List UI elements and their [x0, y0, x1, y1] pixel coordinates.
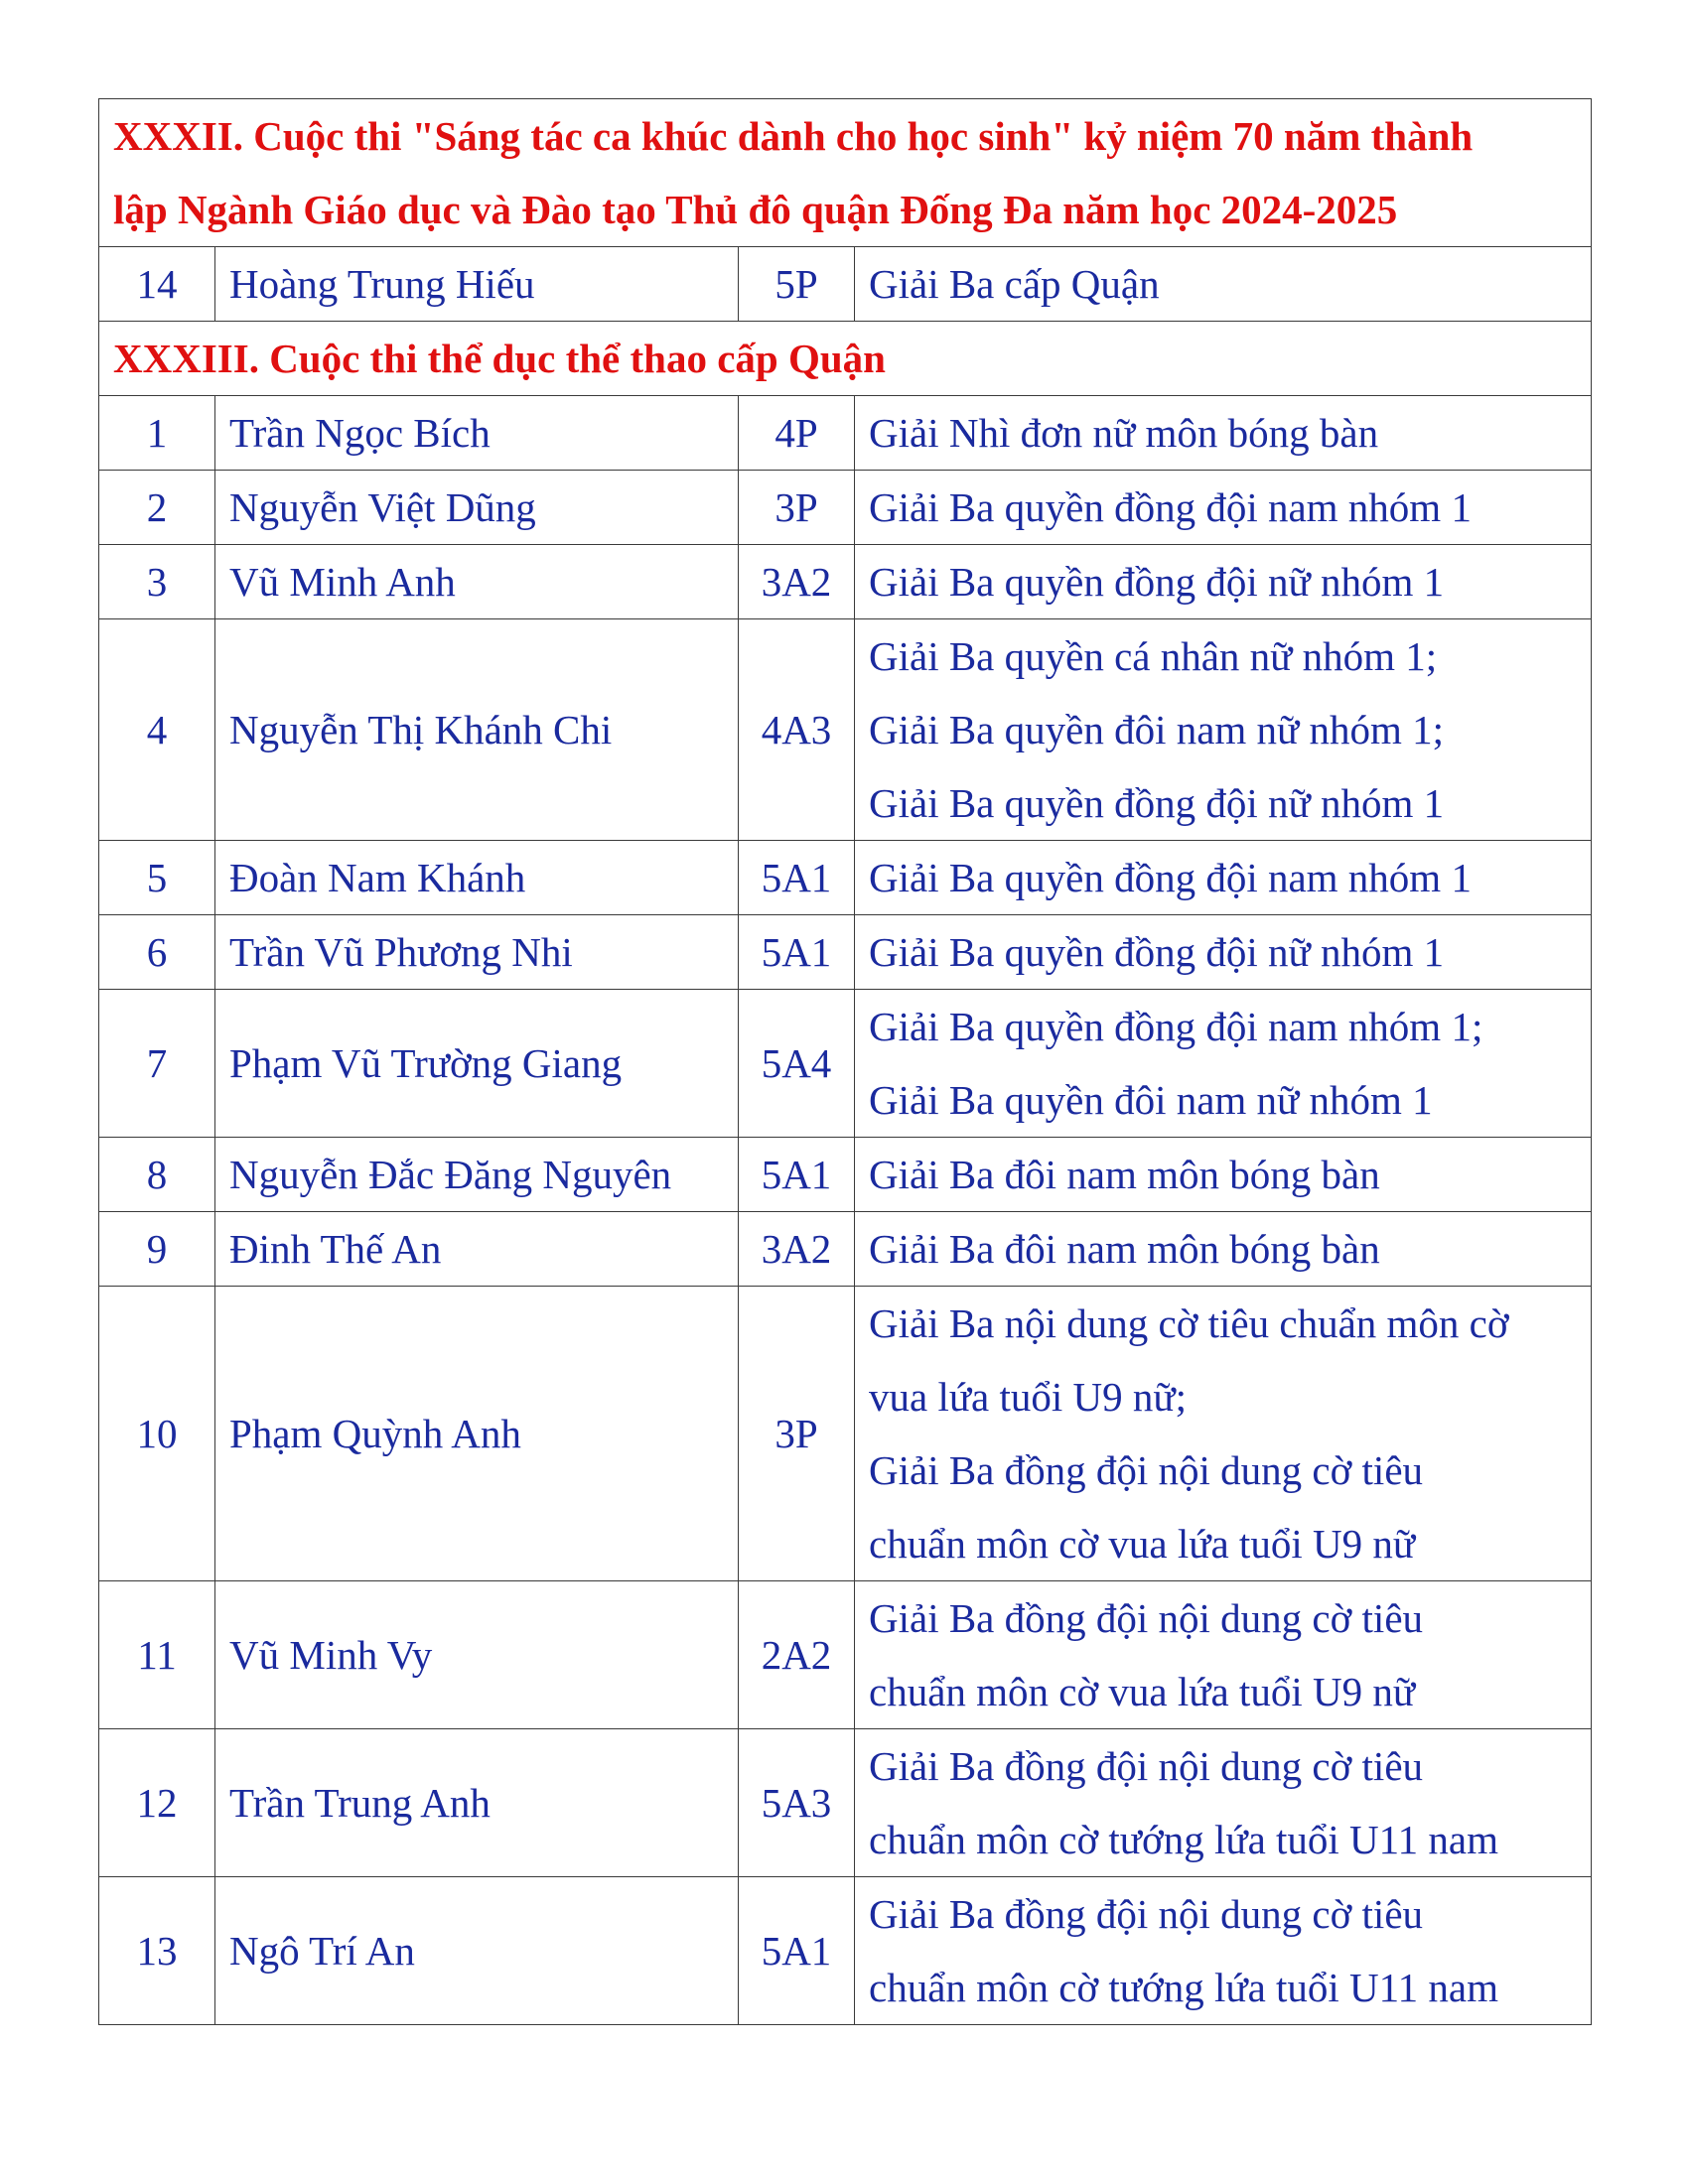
award-cell [855, 396, 1592, 471]
award-cell [855, 915, 1592, 990]
award-cell [855, 471, 1592, 545]
student-name: Trần Trung Anh [215, 1729, 739, 1877]
award-line: Giải Ba quyền đồng đội nữ nhóm 1 [869, 929, 1445, 975]
award-cell [855, 1877, 1592, 2025]
section-heading-line: XXXII. Cuộc thi "Sáng tác ca khúc dành cho học sinh" kỷ niệm 70 năm thành [113, 113, 1474, 159]
table-row [99, 915, 1592, 990]
award-line: Giải Ba đồng đội nội dung cờ tiêu [869, 1595, 1424, 1641]
row-number: 11 [99, 1581, 215, 1729]
row-number: 12 [99, 1729, 215, 1877]
award-cell [855, 841, 1592, 915]
student-name: Vũ Minh Anh [215, 545, 739, 619]
class-name: 3A2 [739, 1212, 855, 1287]
section-heading-row [99, 99, 1592, 247]
class-name: 5A1 [739, 841, 855, 915]
award-line: Giải Ba quyền đôi nam nữ nhóm 1; [869, 707, 1445, 752]
section-heading-line: lập Ngành Giáo dục và Đào tạo Thủ đô quận Đống Đa năm học 2024-2025 [113, 187, 1398, 232]
row-number: 4 [99, 619, 215, 841]
student-name: Đoàn Nam Khánh [215, 841, 739, 915]
table-row [99, 1581, 1592, 1729]
award-line: chuẩn môn cờ vua lứa tuổi U9 nữ [869, 1521, 1416, 1567]
table-row [99, 1212, 1592, 1287]
award-cell [855, 1138, 1592, 1212]
row-number: 14 [99, 247, 215, 322]
award-line: Giải Ba đồng đội nội dung cờ tiêu [869, 1447, 1424, 1493]
award-line: Giải Nhì đơn nữ môn bóng bàn [869, 410, 1379, 456]
section-heading [99, 322, 1592, 396]
row-number: 3 [99, 545, 215, 619]
award-line: Giải Ba quyền đồng đội nam nhóm 1 [869, 484, 1472, 530]
class-name: 5A1 [739, 1138, 855, 1212]
table-row [99, 471, 1592, 545]
student-name: Nguyễn Việt Dũng [215, 471, 739, 545]
award-cell [855, 247, 1592, 322]
row-number: 10 [99, 1287, 215, 1581]
table-row [99, 1138, 1592, 1212]
section-heading-row [99, 322, 1592, 396]
row-number: 1 [99, 396, 215, 471]
table-row [99, 1287, 1592, 1581]
class-name: 3P [739, 1287, 855, 1581]
row-number: 5 [99, 841, 215, 915]
row-number: 7 [99, 990, 215, 1138]
award-line: Giải Ba đồng đội nội dung cờ tiêu [869, 1743, 1424, 1789]
table-row [99, 396, 1592, 471]
award-line: Giải Ba đôi nam môn bóng bàn [869, 1152, 1380, 1197]
award-cell [855, 619, 1592, 841]
award-cell [855, 990, 1592, 1138]
class-name: 4A3 [739, 619, 855, 841]
award-line: Giải Ba quyền đôi nam nữ nhóm 1 [869, 1077, 1433, 1123]
award-line: chuẩn môn cờ vua lứa tuổi U9 nữ [869, 1669, 1416, 1714]
student-name: Vũ Minh Vy [215, 1581, 739, 1729]
table-row [99, 619, 1592, 841]
class-name: 5A1 [739, 1877, 855, 2025]
award-line: Giải Ba quyền đồng đội nam nhóm 1; [869, 1004, 1483, 1049]
class-name: 5A3 [739, 1729, 855, 1877]
table-row [99, 1729, 1592, 1877]
student-name: Đinh Thế An [215, 1212, 739, 1287]
award-cell [855, 1729, 1592, 1877]
row-number: 2 [99, 471, 215, 545]
student-name: Phạm Quỳnh Anh [215, 1287, 739, 1581]
row-number: 6 [99, 915, 215, 990]
student-name: Trần Vũ Phương Nhi [215, 915, 739, 990]
class-name: 4P [739, 396, 855, 471]
award-line: Giải Ba cấp Quận [869, 261, 1160, 307]
student-name: Hoàng Trung Hiếu [215, 247, 739, 322]
student-name: Nguyễn Thị Khánh Chi [215, 619, 739, 841]
award-cell [855, 1287, 1592, 1581]
student-name: Ngô Trí An [215, 1877, 739, 2025]
row-number: 8 [99, 1138, 215, 1212]
table-row [99, 990, 1592, 1138]
award-line: Giải Ba nội dung cờ tiêu chuẩn môn cờ [869, 1300, 1509, 1346]
award-line: Giải Ba quyền đồng đội nam nhóm 1 [869, 855, 1472, 900]
award-line: Giải Ba quyền đồng đội nữ nhóm 1 [869, 559, 1445, 605]
table-row [99, 247, 1592, 322]
row-number: 9 [99, 1212, 215, 1287]
class-name: 5A4 [739, 990, 855, 1138]
class-name: 2A2 [739, 1581, 855, 1729]
award-line: Giải Ba quyền cá nhân nữ nhóm 1; [869, 633, 1438, 679]
class-name: 3P [739, 471, 855, 545]
table-row [99, 841, 1592, 915]
award-cell [855, 1212, 1592, 1287]
awards-table-body [99, 99, 1592, 2025]
award-line: Giải Ba quyền đồng đội nữ nhóm 1 [869, 780, 1445, 826]
section-heading [99, 99, 1592, 247]
award-cell [855, 1581, 1592, 1729]
row-number: 13 [99, 1877, 215, 2025]
awards-table [98, 98, 1592, 2025]
table-row [99, 545, 1592, 619]
award-line: chuẩn môn cờ tướng lứa tuổi U11 nam [869, 1965, 1498, 2010]
award-line: vua lứa tuổi U9 nữ; [869, 1374, 1188, 1420]
student-name: Phạm Vũ Trường Giang [215, 990, 739, 1138]
section-heading-line: XXXIII. Cuộc thi thể dục thể thao cấp Quận [113, 336, 886, 381]
student-name: Nguyễn Đắc Đăng Nguyên [215, 1138, 739, 1212]
class-name: 5P [739, 247, 855, 322]
award-line: chuẩn môn cờ tướng lứa tuổi U11 nam [869, 1817, 1498, 1862]
class-name: 5A1 [739, 915, 855, 990]
award-line: Giải Ba đôi nam môn bóng bàn [869, 1226, 1380, 1272]
student-name: Trần Ngọc Bích [215, 396, 739, 471]
award-cell [855, 545, 1592, 619]
table-row [99, 1877, 1592, 2025]
class-name: 3A2 [739, 545, 855, 619]
document-page [98, 98, 1591, 2025]
award-line: Giải Ba đồng đội nội dung cờ tiêu [869, 1891, 1424, 1937]
